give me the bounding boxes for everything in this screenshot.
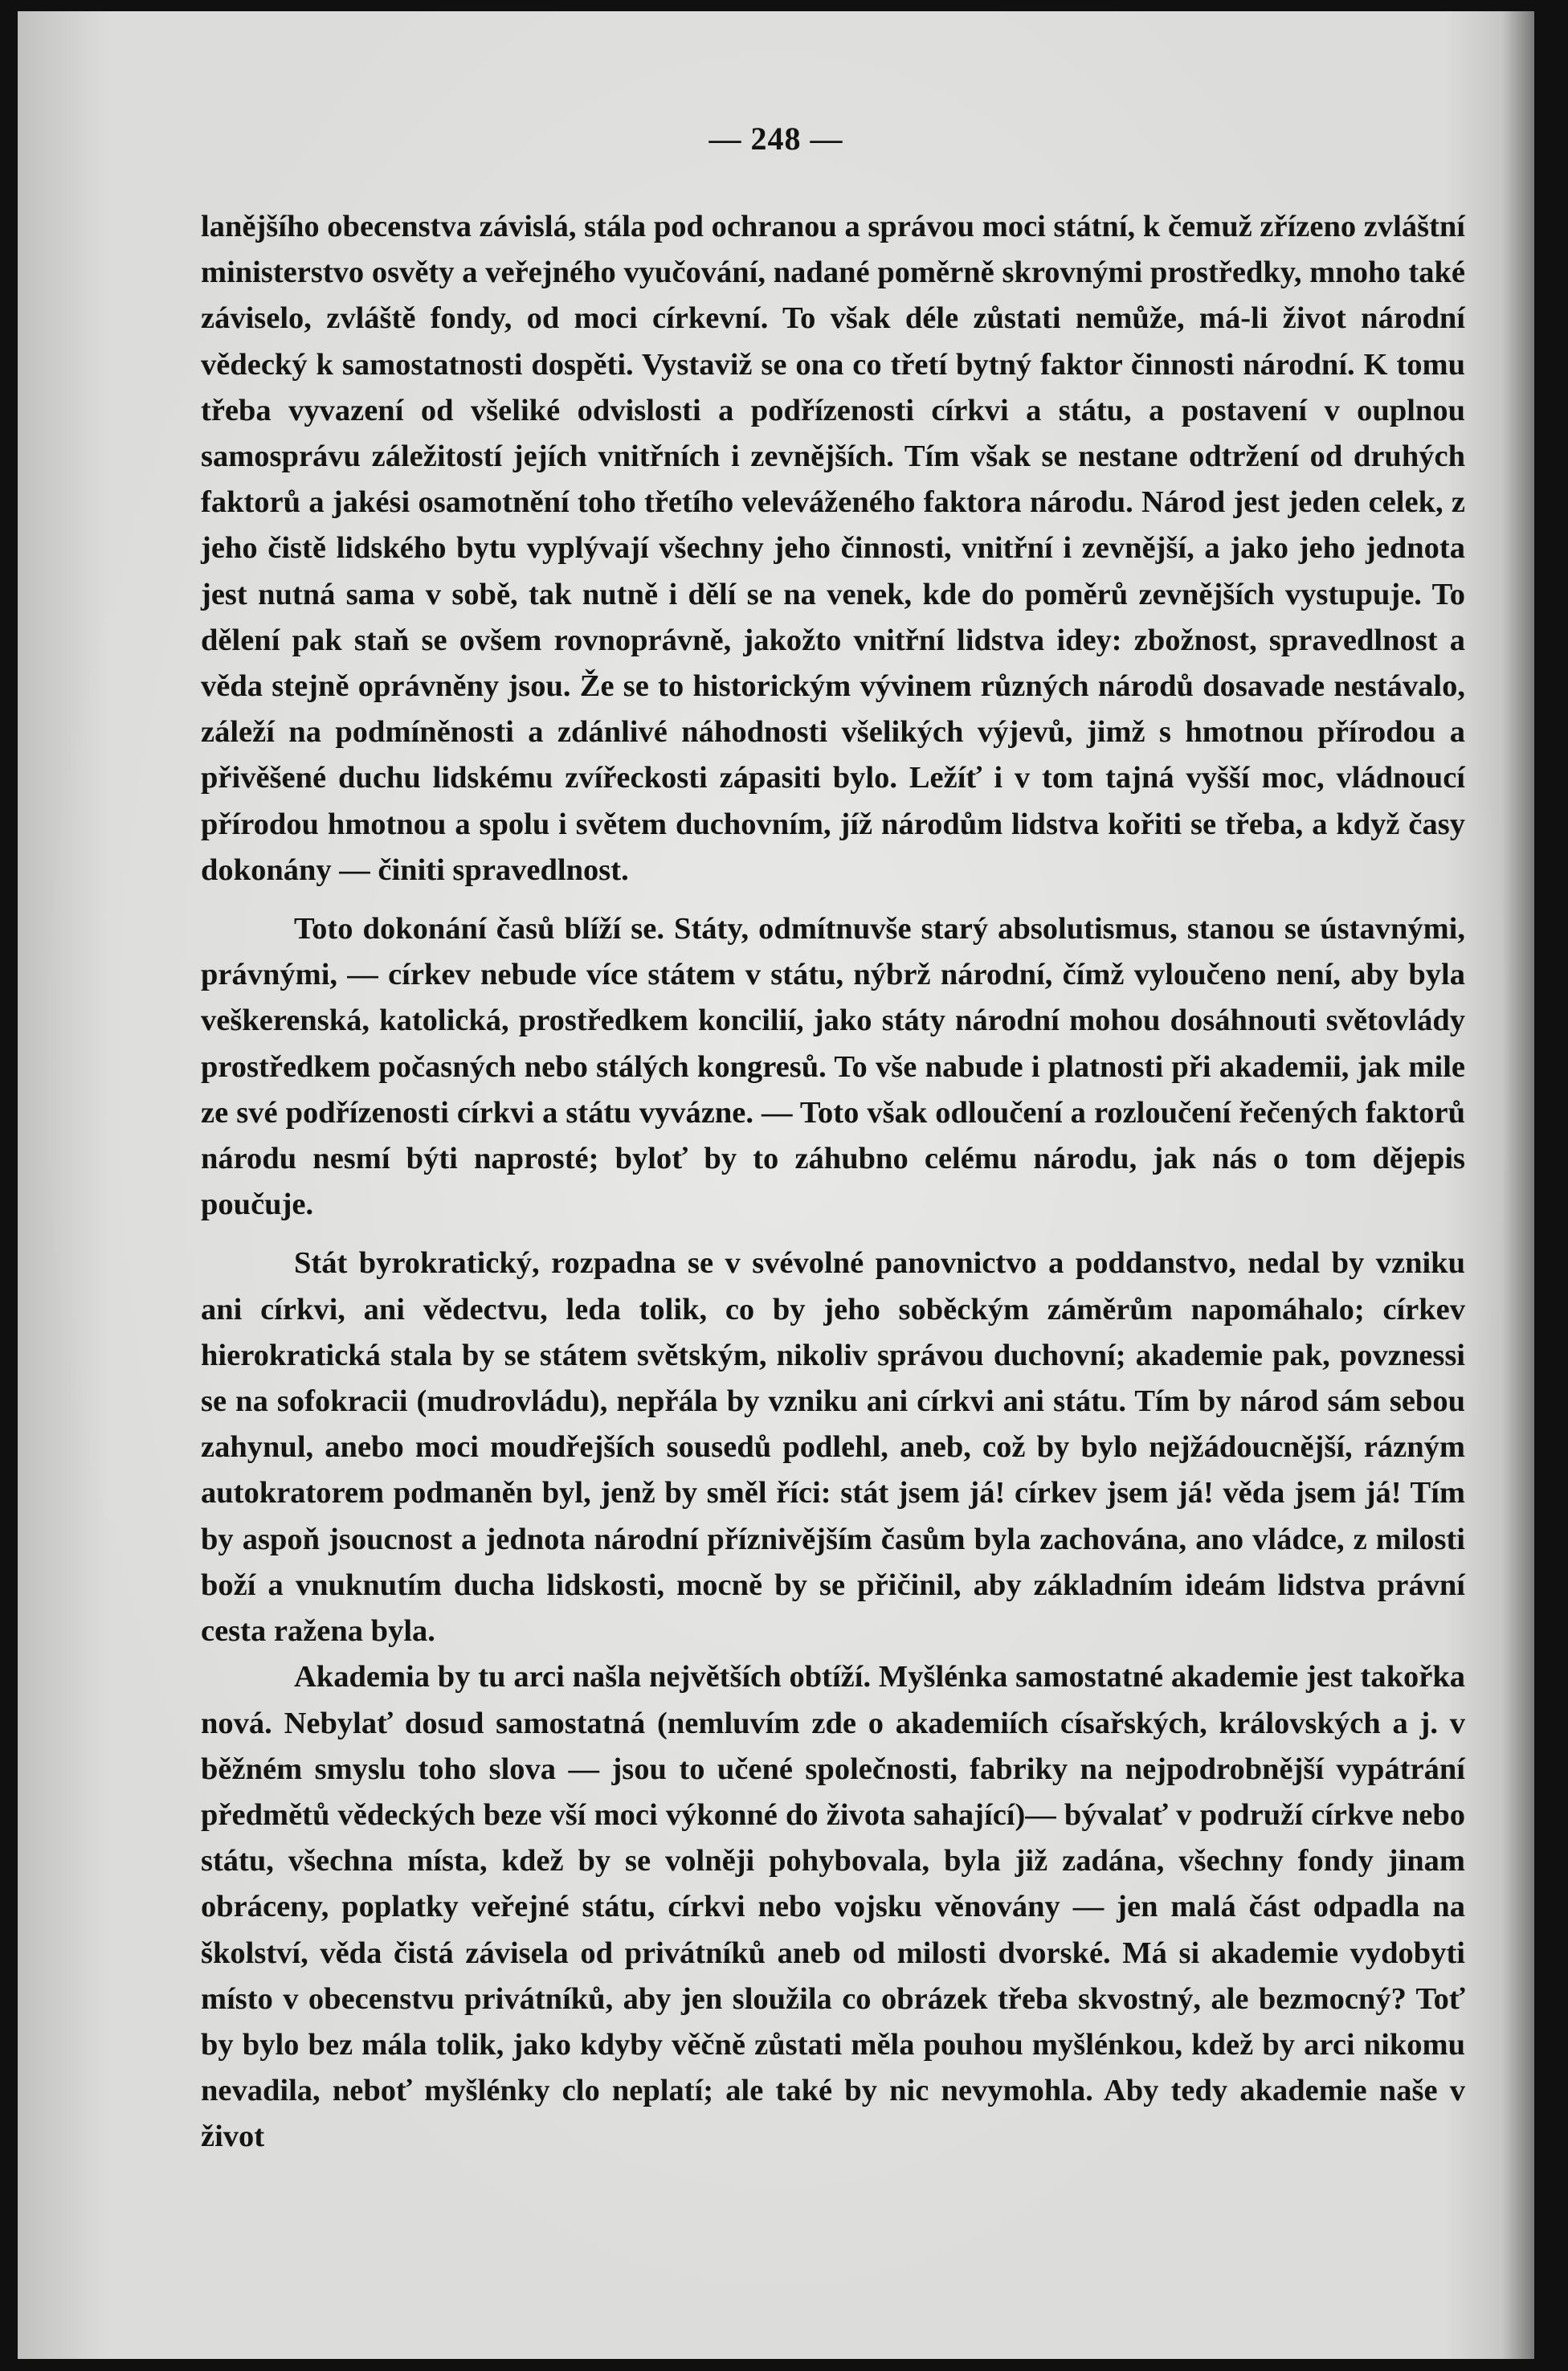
page-spine-shadow (1502, 11, 1534, 2359)
page-number: — 248 — (708, 121, 843, 157)
body-text (201, 204, 1465, 2160)
paragraph-3: Stát byrokratický, rozpadna se v svévolné panovnictvo a poddanstvo, nedal by vzniku ani církvi, ani vědectvu, leda tolik, co by jeho soběckým záměrům napomáhalo; církev hierokratická stala by se státem světským, nikoliv správou duchovní; akademie pak, povznessi se na sofokracii (mudrovládu), nepřála by vzniku ani církvi ani státu. Tím by národ sám sebou zahynul, anebo moci moudřejších sousedů podlehl, aneb, což by bylo nejžádoucnější, rázným autokratorem podmaněn byl, jenž by směl říci: stát jsem já! církev jsem já! věda jsem já! Tím by aspoň jsoucnost a jednota národní příznivějším časům byla zachována, ano vládce, z milosti boží a vnuknutím ducha lidskosti, mocně by se přičinil, aby základním ideám lidstva právní cesta ražena byla. (201, 1246, 1465, 1649)
book-page (18, 11, 1534, 2359)
paragraph-4: Akademia by tu arci našla největších obtíží. Myšlénka samostatné akademie jest takořka nová. Nebylať dosud samostatná (nemluvím zde o akademiích císařských, královských a j. v běžném smyslu toho slova — jsou to učené společnosti, fabriky na nejpodrobnější vypátrání předmětů vědeckých beze vší moci výkonné do života sahající)— bývalať v podruží církve nebo státu, všechna místa, kdež by se volněji pohybovala, byla již zadána, všechny fondy jinam obráceny, poplatky veřejné státu, církvi nebo vojsku věnovány — jen malá část odpadla na školství, věda čistá závisela od privátníků aneb od milosti dvorské. Má si akademie vydobyti místo v obecenstvu privátníků, aby jen sloužila co obrázek třeba skvostný, ale bezmocný? Toť by bylo bez mála tolik, jako kdyby věčně zůstati měla pouhou myšlénkou, kdež by arci nikomu nevadila, neboť myšlénky clo neplatí; ale také by nic nevymohla. Aby tedy akademie naše v život (201, 1660, 1465, 2154)
paragraph-1: lanějšího obecenstva závislá, stála pod ochranou a správou moci státní, k čemuž zřízeno zvláštní ministerstvo osvěty a veřejného vyučování, nadané poměrně skrovnými prostředky, mnoho také záviselo, zvláště fondy, od moci církevní. To však déle zůstati nemůže, má-li život národní vědecký k samostatnosti dospěti. Vystaviž se ona co třetí bytný faktor činnosti národní. K tomu třeba vyvazení od všeliké odvislosti a podřízenosti církvi a státu, a postavení v ouplnou samosprávu záležitostí jejích vnitřních i zevnějších. Tím však se nestane odtržení od druhých faktorů a jakési osamotnění toho třetího veleváženého faktora národu. Národ jest jeden celek, z jeho čistě lidského bytu vyplývají všechny jeho činnosti, vnitřní i zevnější, a jako jeho jednota jest nutná sama v sobě, tak nutně i dělí se na venek, kde do poměrů zevnějších vystupuje. To dělení pak staň se ovšem rovnoprávně, jakožto vnitřní lidstva idey: zbožnost, spravedlnost a věda stejně oprávněny jsou. Že se to historickým vývinem různých národů dosavade nestávalo, záleží na podmíněnosti a zdánlivé náhodnosti všelikých výjevů, jimž s hmotnou přírodou a přivěšené duchu lidskému zvířeckosti zápasiti bylo. Ležíť i v tom tajná vyšší moc, vládnoucí přírodou hmotnou a spolu i světem duchovním, jíž národům lidstva kořiti se třeba, a když časy dokonány — činiti spravedlnost. (201, 210, 1465, 887)
paragraph-2: Toto dokonání časů blíží se. Státy, odmítnuvše starý absolutismus, stanou se ústavnými, právnými, — církev nebude více státem v státu, nýbrž národní, čímž vyloučeno není, aby byla veškerenská, katolická, prostředkem koncilií, jako státy národní mohou dosáhnouti světovlády prostředkem počasných nebo stálých kongresů. To vše nabude i platnosti při akademii, jak mile ze své podřízenosti církvi a státu vyvázne. — Toto však odloučení a rozloučení řečených faktorů národu nesmí býti naprosté; byloť by to záhubno celému národu, jak nás o tom dějepis poučuje. (201, 912, 1465, 1222)
